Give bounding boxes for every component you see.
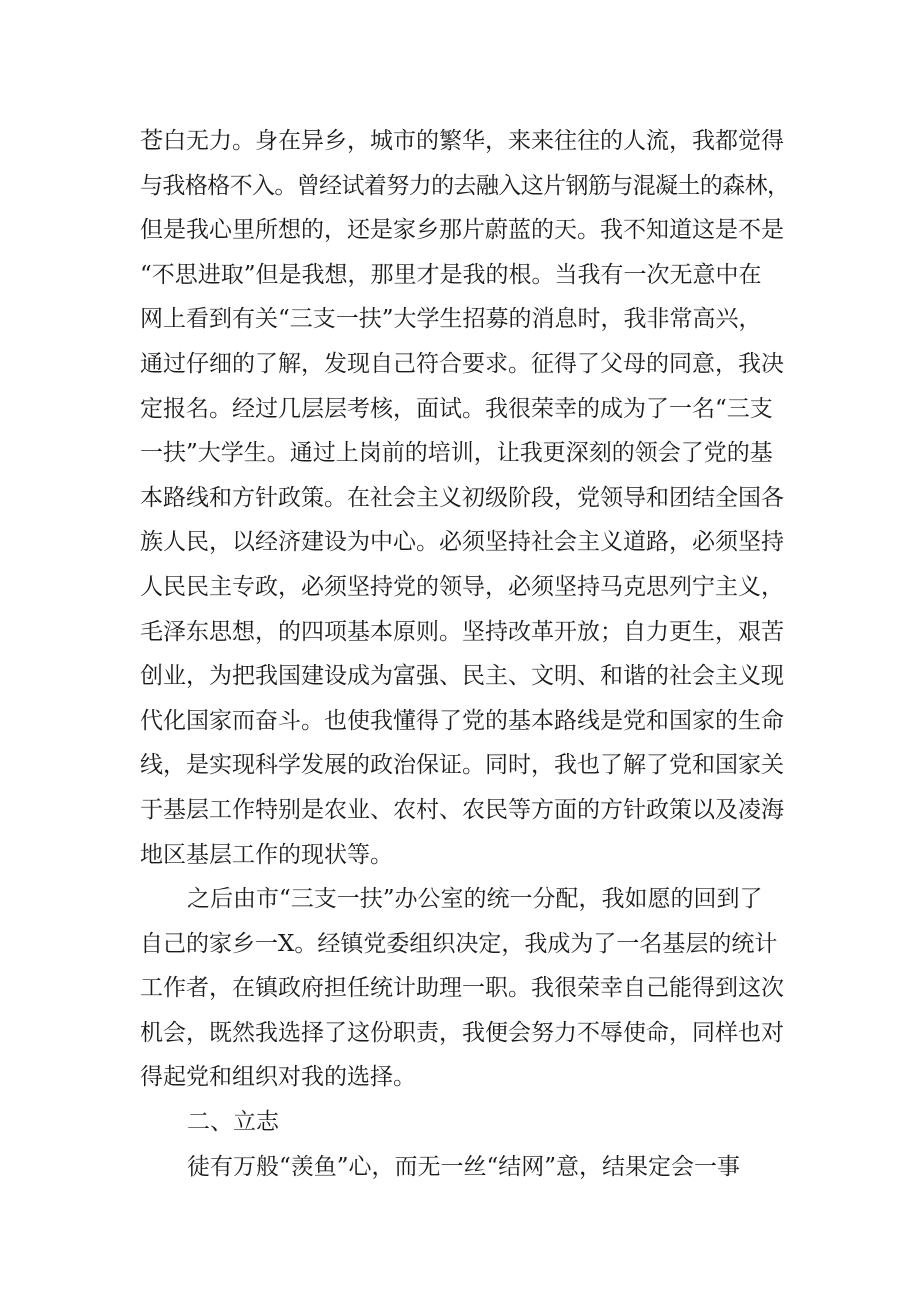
text-line: 毛泽东思想，的四项基本原则。坚持改革开放；自力更生，艰苦 [140,618,784,645]
text-line: “不思进取”但是我想，那里才是我的根。当我有一次无意中在 [140,261,762,288]
text-line: 徒有万般“羡鱼”心，而无一丝“结网”意，结果定会一事 [187,1153,741,1180]
text-line: 一扶”大学生。通过上岗前的培训，让我更深刻的领会了党的基 [140,440,773,467]
text-line: 之后由市“三支一扶”办公室的统一分配，我如愿的回到了 [187,886,763,913]
text-line: 得起党和组织对我的选择。 [140,1064,416,1091]
text-line: 线，是实现科学发展的政治保证。同时，我也了解了党和国家关 [140,752,784,779]
text-line: 代化国家而奋斗。也使我懂得了党的基本路线是党和国家的生命 [140,707,784,734]
paragraph [140,119,790,877]
text-line: 与我格格不入。曾经试着努力的去融入这片钢筋与混凝土的森林， [140,172,790,199]
text-line: 人民民主专政，必须坚持党的领导，必须坚持马克思列宁主义， [140,573,784,600]
text-line: 创业，为把我国建设成为富强、民主、文明、和谐的社会主义现 [140,663,784,690]
text-line: 地区基层工作的现状等。 [140,841,393,868]
text-line: 二、立志 [187,1109,279,1136]
text-line: 通过仔细的了解，发现自己符合要求。征得了父母的同意，我决 [140,350,784,377]
text-line: 网上看到有关“三支一扶”大学生招募的消息时，我非常高兴， [140,306,762,333]
text-line: 定报名。经过几层层考核，面试。我很荣幸的成为了一名“三支 [140,395,773,422]
paragraph [140,877,790,1100]
text-line: 工作者，在镇政府担任统计助理一职。我很荣幸自己能得到这次 [140,975,784,1002]
text-line: 族人民，以经济建设为中心。必须坚持社会主义道路，必须坚持 [140,529,784,556]
text-line: 苍白无力。身在异乡，城市的繁华，来来往往的人流，我都觉得 [140,128,784,154]
document-body [140,119,790,1189]
paragraph [140,1145,790,1190]
paragraph [140,1100,790,1145]
text-line: 本路线和方针政策。在社会主义初级阶段，党领导和团结全国各 [140,484,784,511]
text-line: 但是我心里所想的，还是家乡那片蔚蓝的天。我不知道这是不是 [140,217,784,244]
text-line: 自己的家乡一X。经镇党委组织决定，我成为了一名基层的统计 [140,930,778,957]
text-line: 机会，既然我选择了这份职责，我便会努力不辱使命，同样也对 [140,1019,784,1046]
text-line: 于基层工作特别是农业、农村、农民等方面的方针政策以及凌海 [140,796,784,823]
